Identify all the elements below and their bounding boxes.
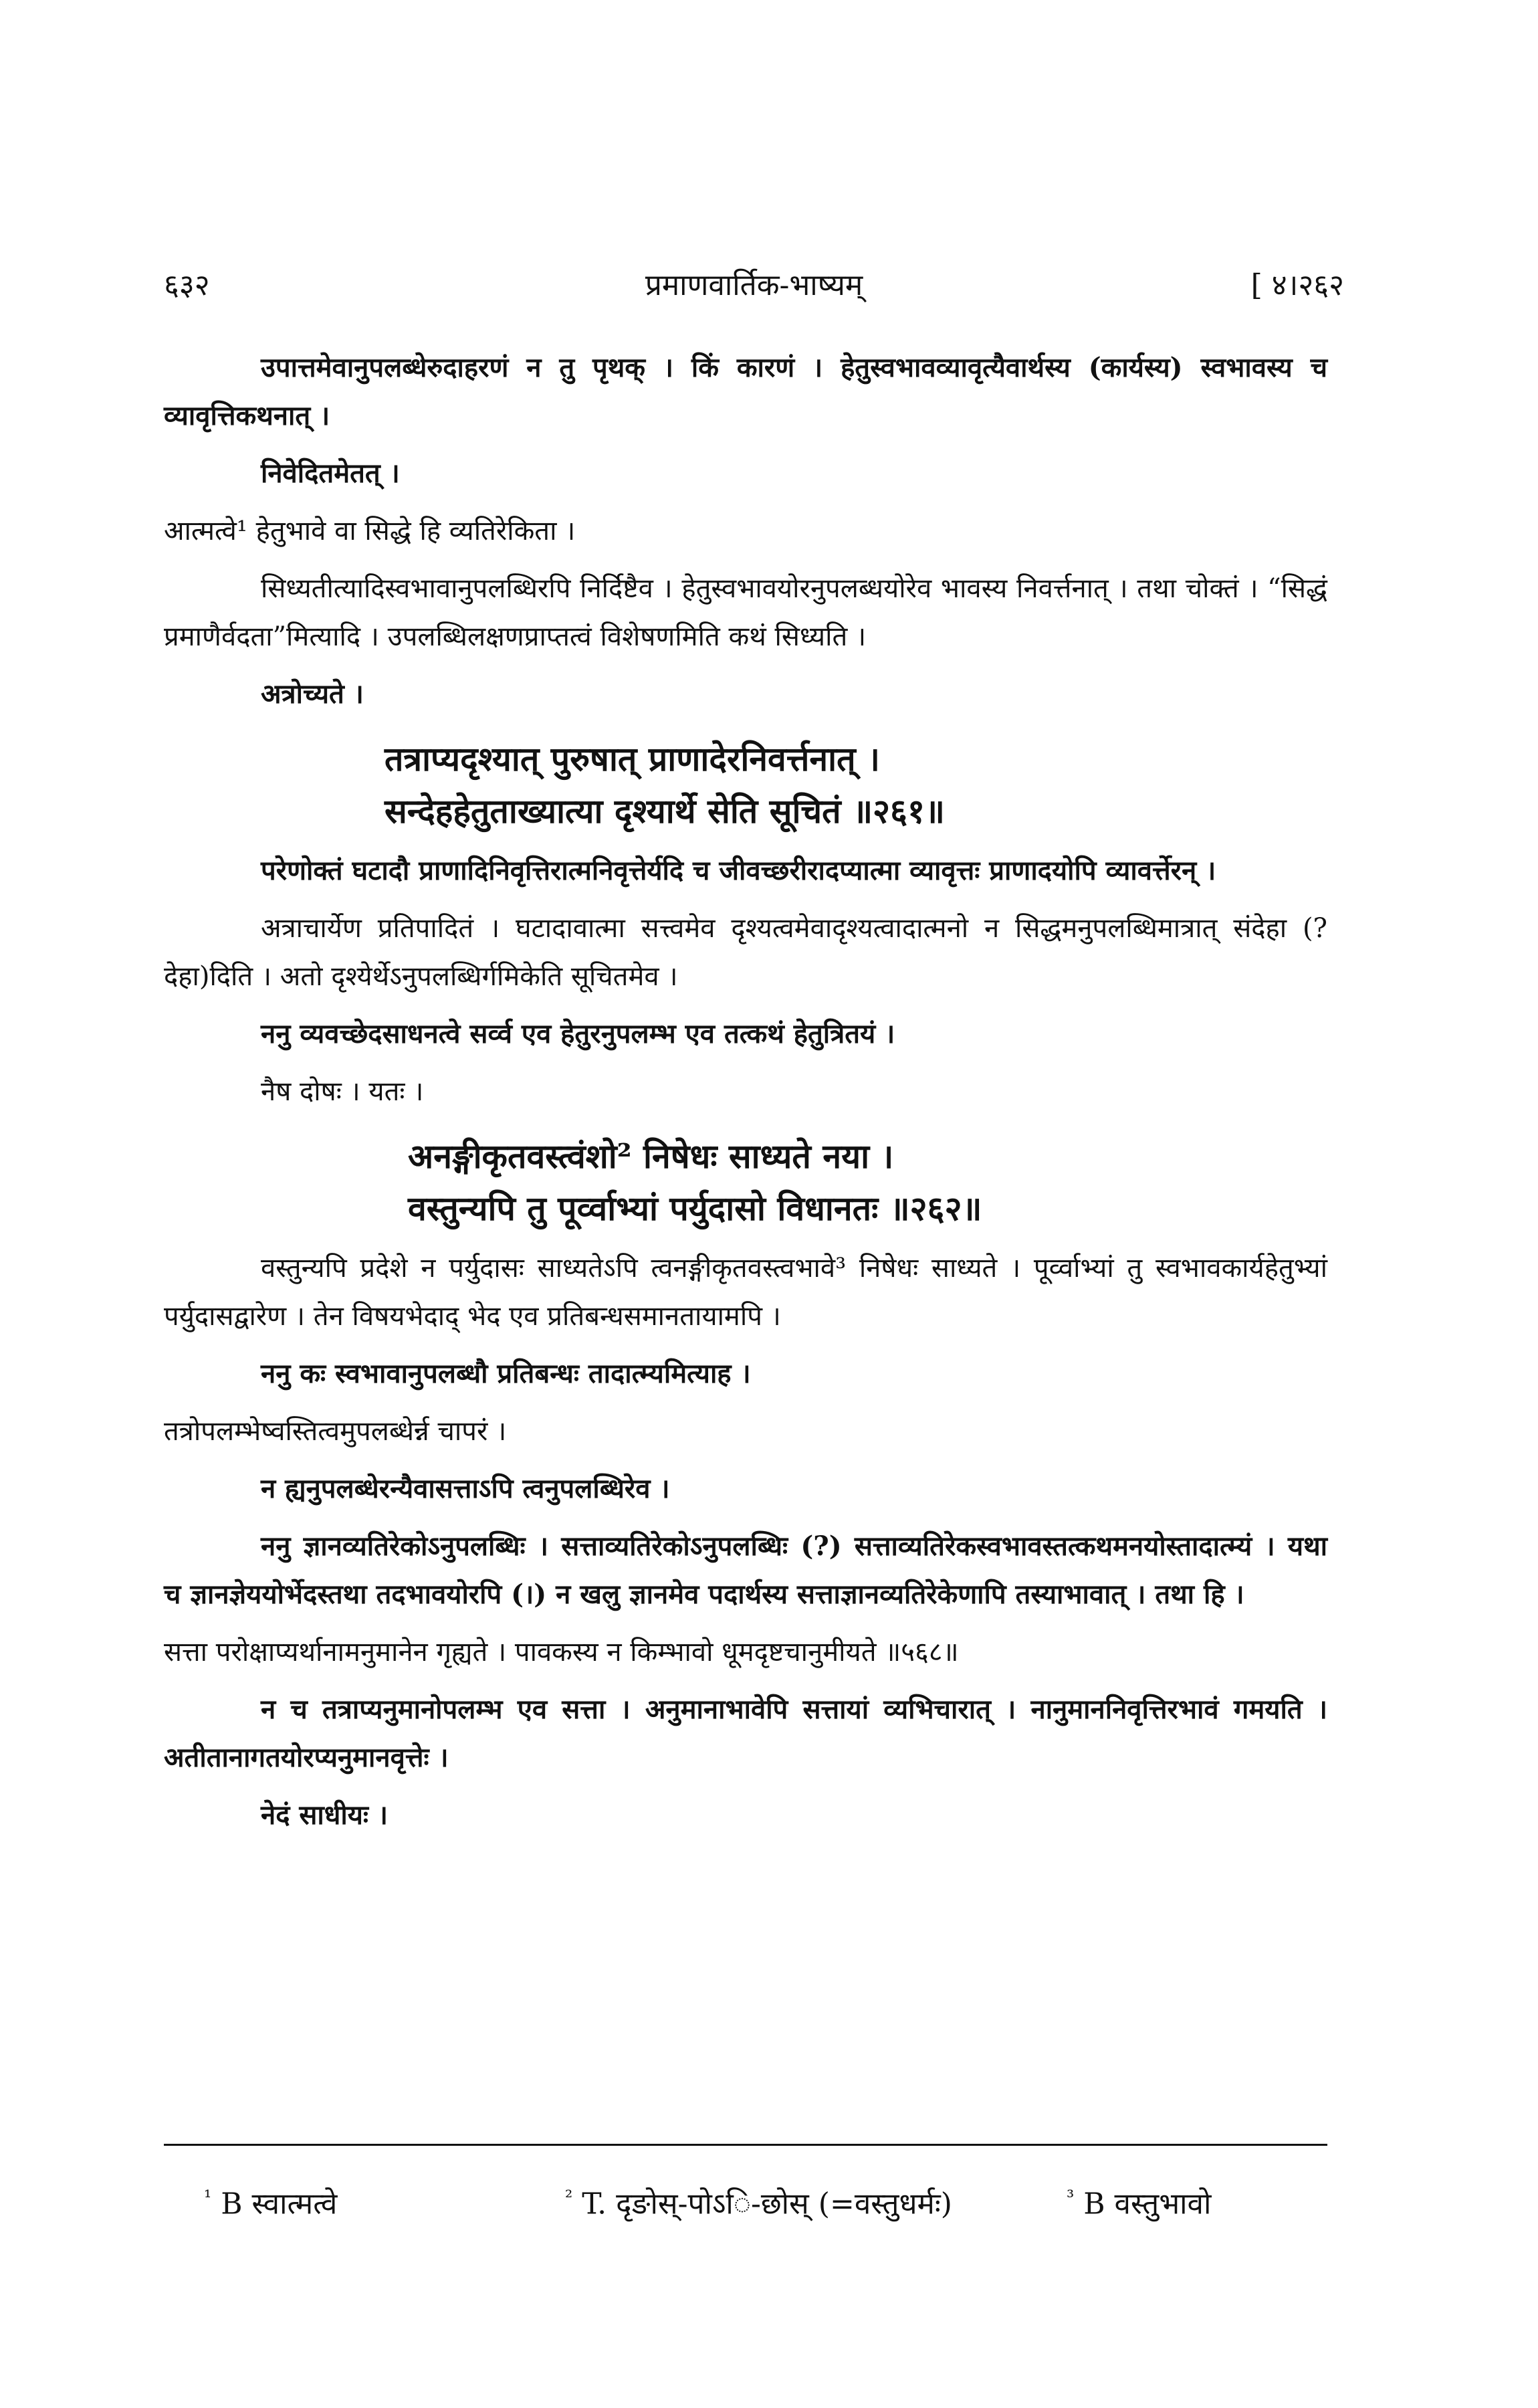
quoted-verse-line: आत्मत्वे¹ हेतुभावे वा सिद्धे हि व्यतिरेकिता । xyxy=(164,516,576,546)
verse-line: अनङ्गीकृतवस्त्वंशो² निषेधः साध्यते नया । xyxy=(408,1136,894,1176)
paragraph: न ह्यनुपलब्धेरन्यैवासत्ताऽपि त्वनुपलब्धिरेव । xyxy=(261,1473,670,1504)
footnote-1 xyxy=(204,2174,337,2228)
running-head xyxy=(164,262,1344,309)
verse-262 xyxy=(164,1130,1327,1235)
footnote-mark: ¹ xyxy=(204,2186,212,2208)
footnote-text: T. दृङोस्-पोऽि-छोस् (=वस्तुधर्मः) xyxy=(582,2187,952,2221)
footnote-2 xyxy=(565,2174,952,2228)
paragraph: ननु व्यवच्छेदसाधनत्वे सर्व्व एव हेतुरनुपलम्भ एव तत्कथं हेतुत्रितयं । xyxy=(261,1018,895,1049)
footnote-divider xyxy=(164,2144,1327,2146)
paragraph: नेदं साधीयः । xyxy=(261,1799,389,1831)
paragraph: ननु ज्ञानव्यतिरेकोऽनुपलब्धिः । सत्ताव्यतिरेकोऽनुपलब्धिः (?) सत्ताव्यतिरेकस्वभावस्तत्कथमनयोस्तादात्म्यं । यथा च ज्ञानज्ञेययोर्भेदस्तथा तदभावयोरपि (।) न खलु ज्ञानमेव पदार्थस्य सत्ताज्ञानव्यतिरेकेणापि तस्याभावात् । तथा हि । xyxy=(164,1530,1327,1610)
verse-line: वस्तुन्यपि तु पूर्व्वाभ्यां पर्युदासो विधानतः ॥२६२॥ xyxy=(408,1189,982,1228)
footnote-text: B स्वात्मत्वे xyxy=(221,2187,338,2221)
main-text xyxy=(164,334,1327,1839)
running-title: प्रमाणवार्तिक-भाष्यम् xyxy=(645,268,863,302)
paragraph: अत्रोच्यते । xyxy=(261,678,364,710)
paragraph: सिध्यतीत्यादिस्वभावानुपलब्धिरपि निर्दिष्टैव । हेतुस्वभावयोरनुपलब्धयोरेव भावस्य निवर्त्तनात् । तथा चोक्तं । “सिद्धं प्रमाणैर्वदता”मित्यादि । उपलब्धिलक्षणप्राप्तत्वं विशेषणमिति कथं सिध्यति । xyxy=(164,573,1327,652)
paragraph: ननु कः स्वभावानुपलब्धौ प्रतिबन्धः तादात्म्यमित्याह । xyxy=(261,1358,751,1389)
verse-line: सन्देहहेतुताख्यात्या दृश्यार्थे सेति सूचितं ॥२६१॥ xyxy=(384,791,945,831)
verse-261 xyxy=(164,733,1327,837)
paragraph: निवेदितमेतत् । xyxy=(261,458,400,489)
section-reference: [ ४।२६२ xyxy=(1250,268,1344,302)
footnote-mark: ³ xyxy=(1067,2186,1075,2208)
footnote-3 xyxy=(1067,2174,1211,2228)
quoted-verse-line: तत्रोपलम्भेष्वस्तित्वमुपलब्धेर्न्न चापरं । xyxy=(164,1416,507,1447)
footnote-mark: ² xyxy=(565,2186,573,2208)
paragraph: अत्राचार्येण प्रतिपादितं । घटादावात्मा सत्त्वमेव दृश्यत्वमेवादृश्यत्वादात्मनो न सिद्धमनुपलब्धिमात्रात् संदेहा (? देहा)दिति । अतो दृश्येर्थेऽनुपलब्धिर्गमिकेति सूचितमेव । xyxy=(164,913,1327,992)
quoted-verse-line: सत्ता परोक्षाप्यर्थानामनुमानेन गृह्यते । पावकस्य न किम्भावो धूमदृष्टचानुमीयते ॥५६८॥ xyxy=(164,1637,959,1668)
paragraph: उपात्तमेवानुपलब्धेरुदाहरणं न तु पृथक् । किं कारणं । हेतुस्वभावव्यावृत्यैवार्थस्य (कार्यस्य) स्वभावस्य च व्यावृत्तिकथनात् । xyxy=(164,352,1327,431)
paragraph: न च तत्राप्यनुमानोपलम्भ एव सत्ता । अनुमानाभावेपि सत्तायां व्यभिचारात् । नानुमाननिवृत्तिरभावं गमयति । अतीतानागतयोरप्यनुमानवृत्तेः । xyxy=(164,1694,1327,1773)
paragraph: परेणोक्तं घटादौ प्राणादिनिवृत्तिरात्मनिवृत्तेर्यदि च जीवच्छरीरादप्यात्मा व्यावृत्तः प्राणादयोपि व्यावर्त्तेरन् । xyxy=(261,855,1216,886)
footnote-text: B वस्तुभावो xyxy=(1083,2187,1212,2221)
footnotes xyxy=(164,2174,1327,2221)
verse-line: तत्राप्यदृश्यात् पुरुषात् प्राणादेरनिवर्त्तनात् । xyxy=(384,739,880,779)
paragraph: वस्तुन्यपि प्रदेशे न पर्युदासः साध्यतेऽपि त्वनङ्गीकृतवस्त्वभावे³ निषेधः साध्यते । पूर्व्वाभ्यां तु स्वभावकार्यहेतुभ्यां पर्युदासद्वारेण । तेन विषयभेदाद् भेद एव प्रतिबन्धसमानतायामपि । xyxy=(164,1253,1327,1332)
page-number: ६३२ xyxy=(164,268,210,302)
paragraph: नैष दोषः । यतः । xyxy=(261,1076,424,1107)
